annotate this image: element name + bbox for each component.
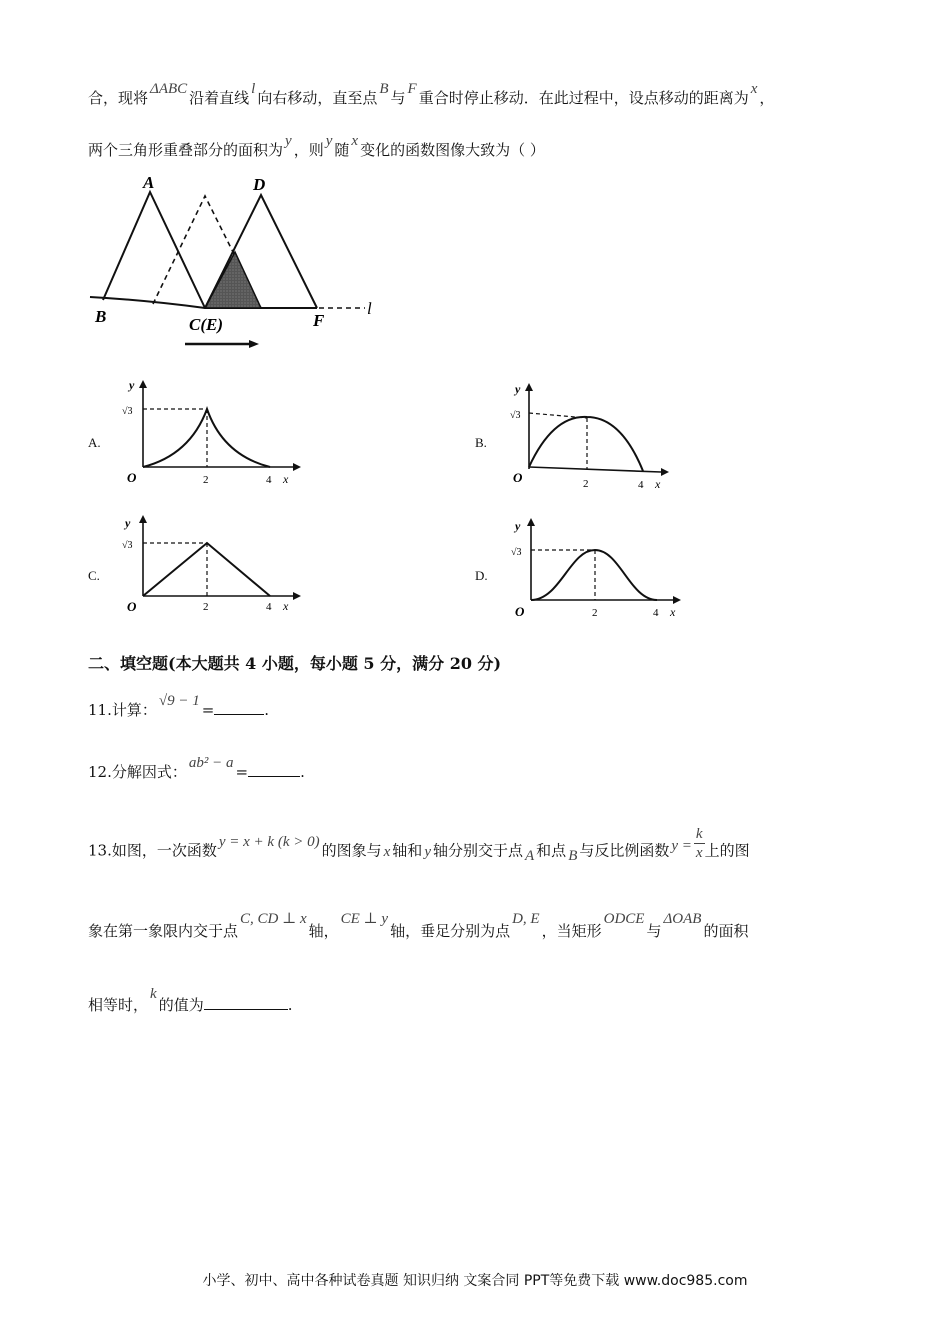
q12-number: 12.分解因式： bbox=[88, 763, 187, 781]
label-ce: C(E) bbox=[189, 315, 223, 334]
math-a: A bbox=[525, 847, 535, 864]
xtick-2: 2 bbox=[592, 607, 598, 619]
math-x: x bbox=[351, 133, 359, 149]
q10-text: ， bbox=[759, 89, 775, 107]
axis-x-label: x bbox=[283, 472, 289, 486]
option-b-graph bbox=[503, 375, 693, 490]
q11-period: . bbox=[264, 701, 270, 719]
q13-text: 轴和 bbox=[392, 841, 423, 860]
q10-line-1 bbox=[88, 81, 775, 109]
ytick-sqrt3: √3 bbox=[122, 540, 133, 551]
math-y: y bbox=[424, 843, 431, 860]
q10-text: 重合时停止移动．在此过程中，设点移动的距离为 bbox=[418, 89, 749, 107]
q12-period: . bbox=[300, 763, 305, 781]
triangle-figure bbox=[85, 170, 385, 360]
q10-text: 两个三角形重叠部分的面积为 bbox=[88, 141, 284, 159]
q13-text: 上的图 bbox=[704, 841, 750, 860]
label-a: A bbox=[143, 173, 155, 192]
math-delta-abc: ΔABC bbox=[150, 81, 188, 97]
q10-text: 变化的函数图像大致为（ ） bbox=[360, 141, 545, 159]
axis-y-label: y bbox=[125, 516, 131, 530]
xtick-2: 2 bbox=[583, 478, 589, 490]
q12-expression: ab² − a bbox=[188, 755, 234, 771]
label-f: F bbox=[313, 311, 325, 330]
ytick-sqrt3: √3 bbox=[122, 406, 133, 417]
q10-text: 沿着直线 bbox=[189, 89, 250, 107]
axis-y-label: y bbox=[129, 378, 135, 392]
option-b-label: B. bbox=[475, 435, 487, 450]
q13-line-1 bbox=[88, 826, 750, 870]
triangle-abc bbox=[103, 192, 205, 308]
label-b: B bbox=[95, 307, 107, 326]
math-ce-perp-y: CE ⊥ y bbox=[340, 911, 389, 927]
q12 bbox=[88, 755, 305, 783]
q13-text: 的面积 bbox=[703, 922, 749, 940]
math-l: l bbox=[251, 81, 256, 97]
q13-text: 的图象与 bbox=[321, 841, 382, 860]
math-y: y bbox=[285, 133, 292, 149]
q13-text: 13.如图，一次函数 bbox=[88, 841, 217, 860]
q10-text: 与 bbox=[390, 89, 406, 107]
math-delta-oab: ΔOAB bbox=[663, 911, 702, 927]
axis-x-label: x bbox=[283, 599, 289, 613]
q12-answer-blank[interactable] bbox=[248, 762, 300, 777]
origin-label: O bbox=[127, 599, 137, 614]
q11-equals: = bbox=[201, 701, 215, 719]
option-d-label: D. bbox=[475, 568, 488, 583]
q13-answer-blank[interactable] bbox=[204, 995, 288, 1010]
overlap-region bbox=[205, 252, 261, 308]
q10-text: ，则 bbox=[293, 141, 324, 159]
q13-text: 和点 bbox=[536, 841, 567, 860]
q13-text: 与反比例函数 bbox=[579, 841, 670, 860]
math-x: x bbox=[750, 81, 758, 97]
q10-text: 合，现将 bbox=[88, 89, 149, 107]
q13-text: ，当矩形 bbox=[541, 922, 602, 940]
q13-text: 轴分别交于点 bbox=[432, 841, 523, 860]
q10-line-2 bbox=[88, 133, 545, 161]
axis-y-label: y bbox=[515, 382, 521, 396]
math-b: B bbox=[568, 847, 578, 864]
q13-text: 象在第一象限内交于点 bbox=[88, 922, 239, 940]
xtick-2: 2 bbox=[203, 474, 209, 486]
option-c-graph bbox=[115, 510, 305, 620]
label-d: D bbox=[253, 175, 266, 194]
move-arrow-head bbox=[249, 340, 259, 348]
q11-answer-blank[interactable] bbox=[214, 700, 264, 715]
axis-y-label: y bbox=[515, 519, 521, 533]
xtick-4: 4 bbox=[638, 479, 644, 490]
section-heading: 二、填空题(本大题共 4 小题，每小题 5 分，满分 20 分) bbox=[88, 654, 502, 673]
origin-label: O bbox=[515, 604, 525, 619]
q11 bbox=[88, 693, 270, 721]
q11-number: 11.计算： bbox=[88, 701, 157, 719]
ytick-sqrt3: √3 bbox=[510, 410, 521, 421]
option-a-graph bbox=[115, 375, 305, 490]
q13-line-2 bbox=[88, 911, 749, 942]
xtick-4: 4 bbox=[266, 601, 272, 613]
q13-text: 相等时， bbox=[88, 996, 149, 1014]
curve-d bbox=[531, 550, 657, 600]
math-x: x bbox=[383, 843, 391, 860]
math-k: k bbox=[150, 986, 157, 1002]
math-fraction-k-over-x bbox=[694, 825, 705, 862]
q13-text: 的值为 bbox=[158, 996, 204, 1014]
q10-text: 随 bbox=[334, 141, 350, 159]
xtick-4: 4 bbox=[266, 474, 272, 486]
q13-text: 轴，垂足分别为点 bbox=[390, 922, 511, 940]
q11-expression: √9 − 1 bbox=[158, 693, 200, 709]
curve-b bbox=[529, 417, 643, 471]
math-odce: ODCE bbox=[603, 911, 645, 927]
origin-label: O bbox=[513, 470, 523, 485]
origin-label: O bbox=[127, 470, 137, 485]
fraction-denominator: x bbox=[695, 845, 703, 861]
q13-text: 与 bbox=[646, 922, 662, 940]
q13-text: 轴， bbox=[308, 922, 339, 940]
option-a-label: A. bbox=[88, 435, 101, 450]
q10-text: 向右移动，直至点 bbox=[257, 89, 378, 107]
axis-x-label: x bbox=[670, 605, 676, 619]
math-linear-function: y = x + k (k > 0) bbox=[218, 833, 320, 850]
math-y-equals: y = bbox=[671, 837, 692, 854]
xtick-4: 4 bbox=[653, 607, 659, 619]
option-d-graph bbox=[505, 510, 695, 622]
q12-equals: = bbox=[235, 763, 249, 781]
math-y: y bbox=[325, 133, 333, 149]
math-c-cd-perp-x: C, CD ⊥ x bbox=[240, 911, 307, 927]
math-d-e: D, E bbox=[512, 911, 540, 927]
option-c-label: C. bbox=[88, 568, 100, 583]
math-f: F bbox=[407, 81, 417, 97]
page-footer: 小学、初中、高中各种试卷真题 知识归纳 文案合同 PPT等免费下载 www.doc985.com bbox=[202, 1273, 748, 1289]
math-b: B bbox=[379, 81, 389, 97]
q13-period: . bbox=[287, 996, 293, 1014]
label-l: l bbox=[367, 299, 372, 318]
fraction-numerator: k bbox=[695, 826, 703, 842]
ytick-sqrt3: √3 bbox=[511, 547, 522, 558]
xtick-2: 2 bbox=[203, 601, 209, 613]
axis-x-label: x bbox=[655, 477, 661, 490]
q13-line-3 bbox=[88, 986, 293, 1016]
